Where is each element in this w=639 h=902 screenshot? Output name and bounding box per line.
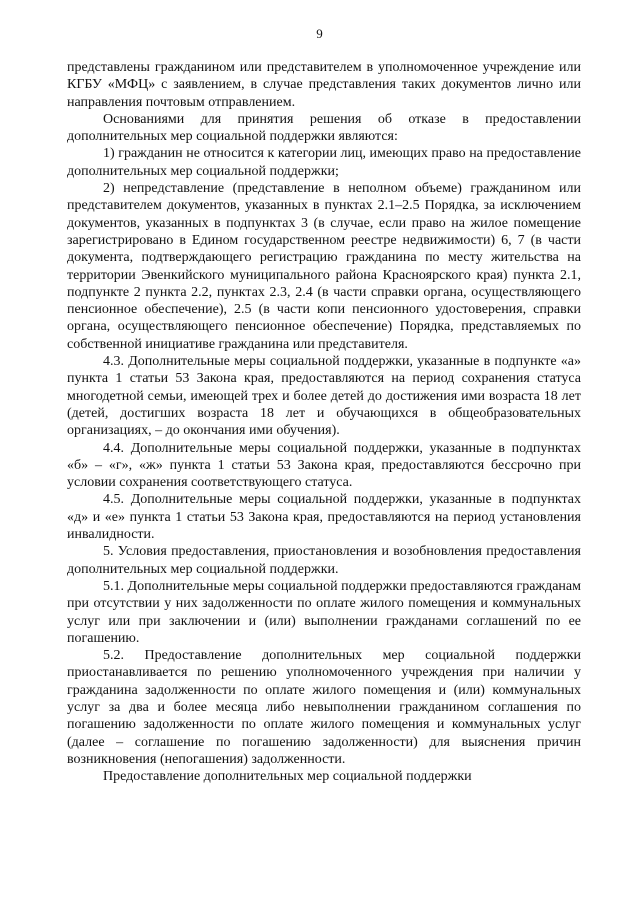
- paragraph: 5.2. Предоставление дополнительных мер социальной поддержки приостанавливается по решению уполномоченного учреждения при наличии у гражданина задолженности по оплате жилого помещения и (или) коммунальных услуг за два и более месяца либо невыполнении гражданином соглашения по погашению задолженности по оплате жилого помещения и коммунальных услуг (далее – соглашение по погашению задолженности) для выяснения причин возникновения (непогашения) задолженности.: [67, 648, 581, 767]
- paragraph: Предоставление дополнительных мер социальной поддержки: [103, 769, 472, 785]
- paragraph: 5.1. Дополнительные меры социальной поддержки предоставляются гражданам при отсутствии у них задолженности по оплате жилого помещения и коммунальных услуг или при заключении и (или) выполнении гражданами соглашений по ее погашению.: [67, 578, 581, 646]
- paragraph: представлены гражданином или представителем в уполномоченное учреждение или КГБУ «МФЦ» с заявлением, в случае представления таких документов лично или направления почтовым отправлением.: [67, 60, 581, 110]
- paragraph: 4.3. Дополнительные меры социальной поддержки, указанные в подпункте «а» пункта 1 статьи 53 Закона края, предоставляются на период сохранения статуса многодетной семьи, имеющей трех и более детей до достижения ими возраста 18 лет (детей, достигших возраста 18 лет и обучающихся в общеобразовательных организациях, – до окончания ими обучения).: [67, 354, 581, 439]
- paragraph: 4.4. Дополнительные меры социальной поддержки, указанные в подпунктах «б» – «г», «ж» пункта 1 статьи 53 Закона края, предоставляются бессрочно при условии сохранения соответствующего статуса.: [67, 440, 581, 491]
- paragraph: 1) гражданин не относится к категории лиц, имеющих право на предоставление дополнительных мер социальной поддержки;: [67, 146, 581, 179]
- document-body: [67, 59, 581, 785]
- paragraph: 5. Условия предоставления, приостановления и возобновления предоставления дополнительных мер социальной поддержки.: [67, 544, 581, 577]
- paragraph: Основаниями для принятия решения об отказе в предоставлении дополнительных мер социальной поддержки являются:: [67, 111, 581, 145]
- paragraph: 4.5. Дополнительные меры социальной поддержки, указанные в подпунктах «д» и «е» пункта 1 статьи 53 Закона края, предоставляются на период установления инвалидности.: [67, 492, 581, 543]
- paragraph: 2) непредставление (представление в неполном объеме) гражданином или представителем документов, указанных в пунктах 2.1–2.5 Порядка, за исключением документов, указанных в подпунктах 3 (в случае, если право на жилое помещение зарегистрировано в Едином государственном реестре недвижимости) 6, 7 (в части документа, подтверждающего регистрацию гражданина по месту жительства на территории Эвенкийского муниципального района Красноярского края) пункта 2.1, подпункте 2 пункта 2.2, пунктах 2.3, 2.4 (в части справки органа, осуществляющего пенсионное обеспечение), 2.5 (в части копи пенсионного удостоверения, справки органа, осуществляющего пенсионное обеспечение) Порядка, представляемых по собственной инициативе гражданина или представителя.: [67, 181, 581, 352]
- page-number: 9: [316, 26, 323, 41]
